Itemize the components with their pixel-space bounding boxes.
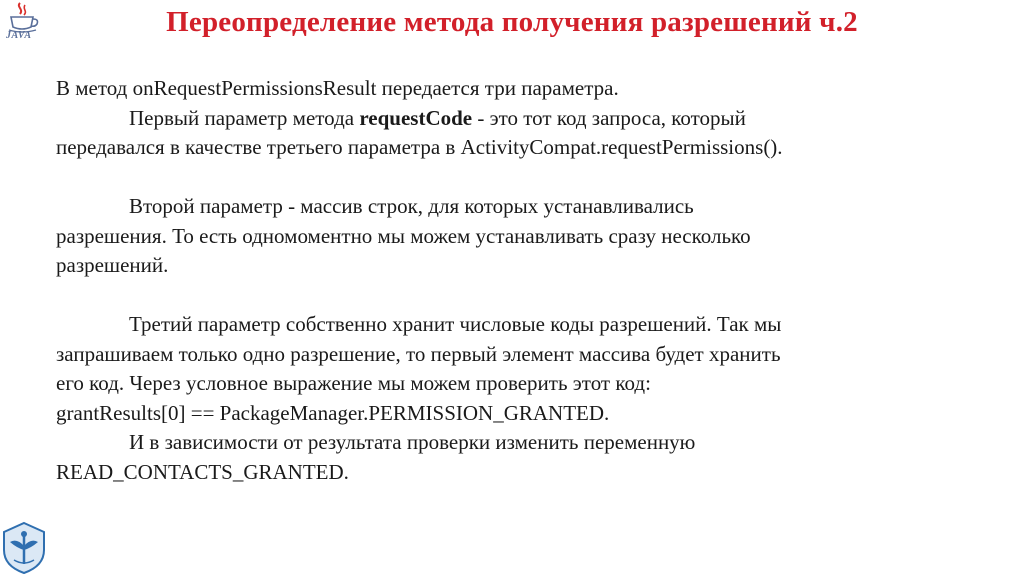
variable-name: READ_CONTACTS_GRANTED. [56, 459, 349, 484]
java-logo-text: JAVA [6, 30, 32, 41]
university-emblem [0, 520, 48, 574]
paragraph-first-param-cont: передавался в качестве третьего параметра в ActivityCompat.requestPermissions(). [56, 135, 783, 159]
paragraph-conclusion: И в зависимости от результата проверки изменить переменную [129, 430, 696, 454]
text-span: Первый параметр метода [129, 105, 360, 130]
paragraph-third-param-cont2: его код. Через условное выражение мы можем проверить этот код: [56, 371, 651, 395]
paragraph-third-param-cont: запрашиваем только одно разрешение, то первый элемент массива будет хранить [56, 341, 781, 366]
page-title: Переопределение метода получения разрешений ч.2 [166, 6, 858, 38]
spacer [56, 163, 986, 193]
text-span: - это тот код запроса, который [472, 105, 746, 130]
university-emblem-icon [0, 520, 48, 574]
paragraph-first-param [56, 104, 986, 134]
paragraph-third-param: Третий параметр собственно хранит числовые коды разрешений. Так мы [129, 312, 782, 336]
paragraph-second-param-cont: разрешения. То есть одномоментно мы можем устанавливать сразу несколько [56, 223, 751, 248]
paragraph-intro: В метод onRequestPermissionsResult передается три параметра. [56, 76, 619, 100]
paragraph-second-param: Второй параметр - массив строк, для которых устанавливались [129, 194, 694, 218]
spacer [56, 281, 986, 311]
paragraph-second-param-end: разрешений. [56, 253, 169, 277]
code-expression: grantResults[0] == PackageManager.PERMISSION_GRANTED. [56, 400, 610, 425]
slide-body [56, 74, 986, 487]
request-code-term: requestCode [359, 105, 473, 130]
